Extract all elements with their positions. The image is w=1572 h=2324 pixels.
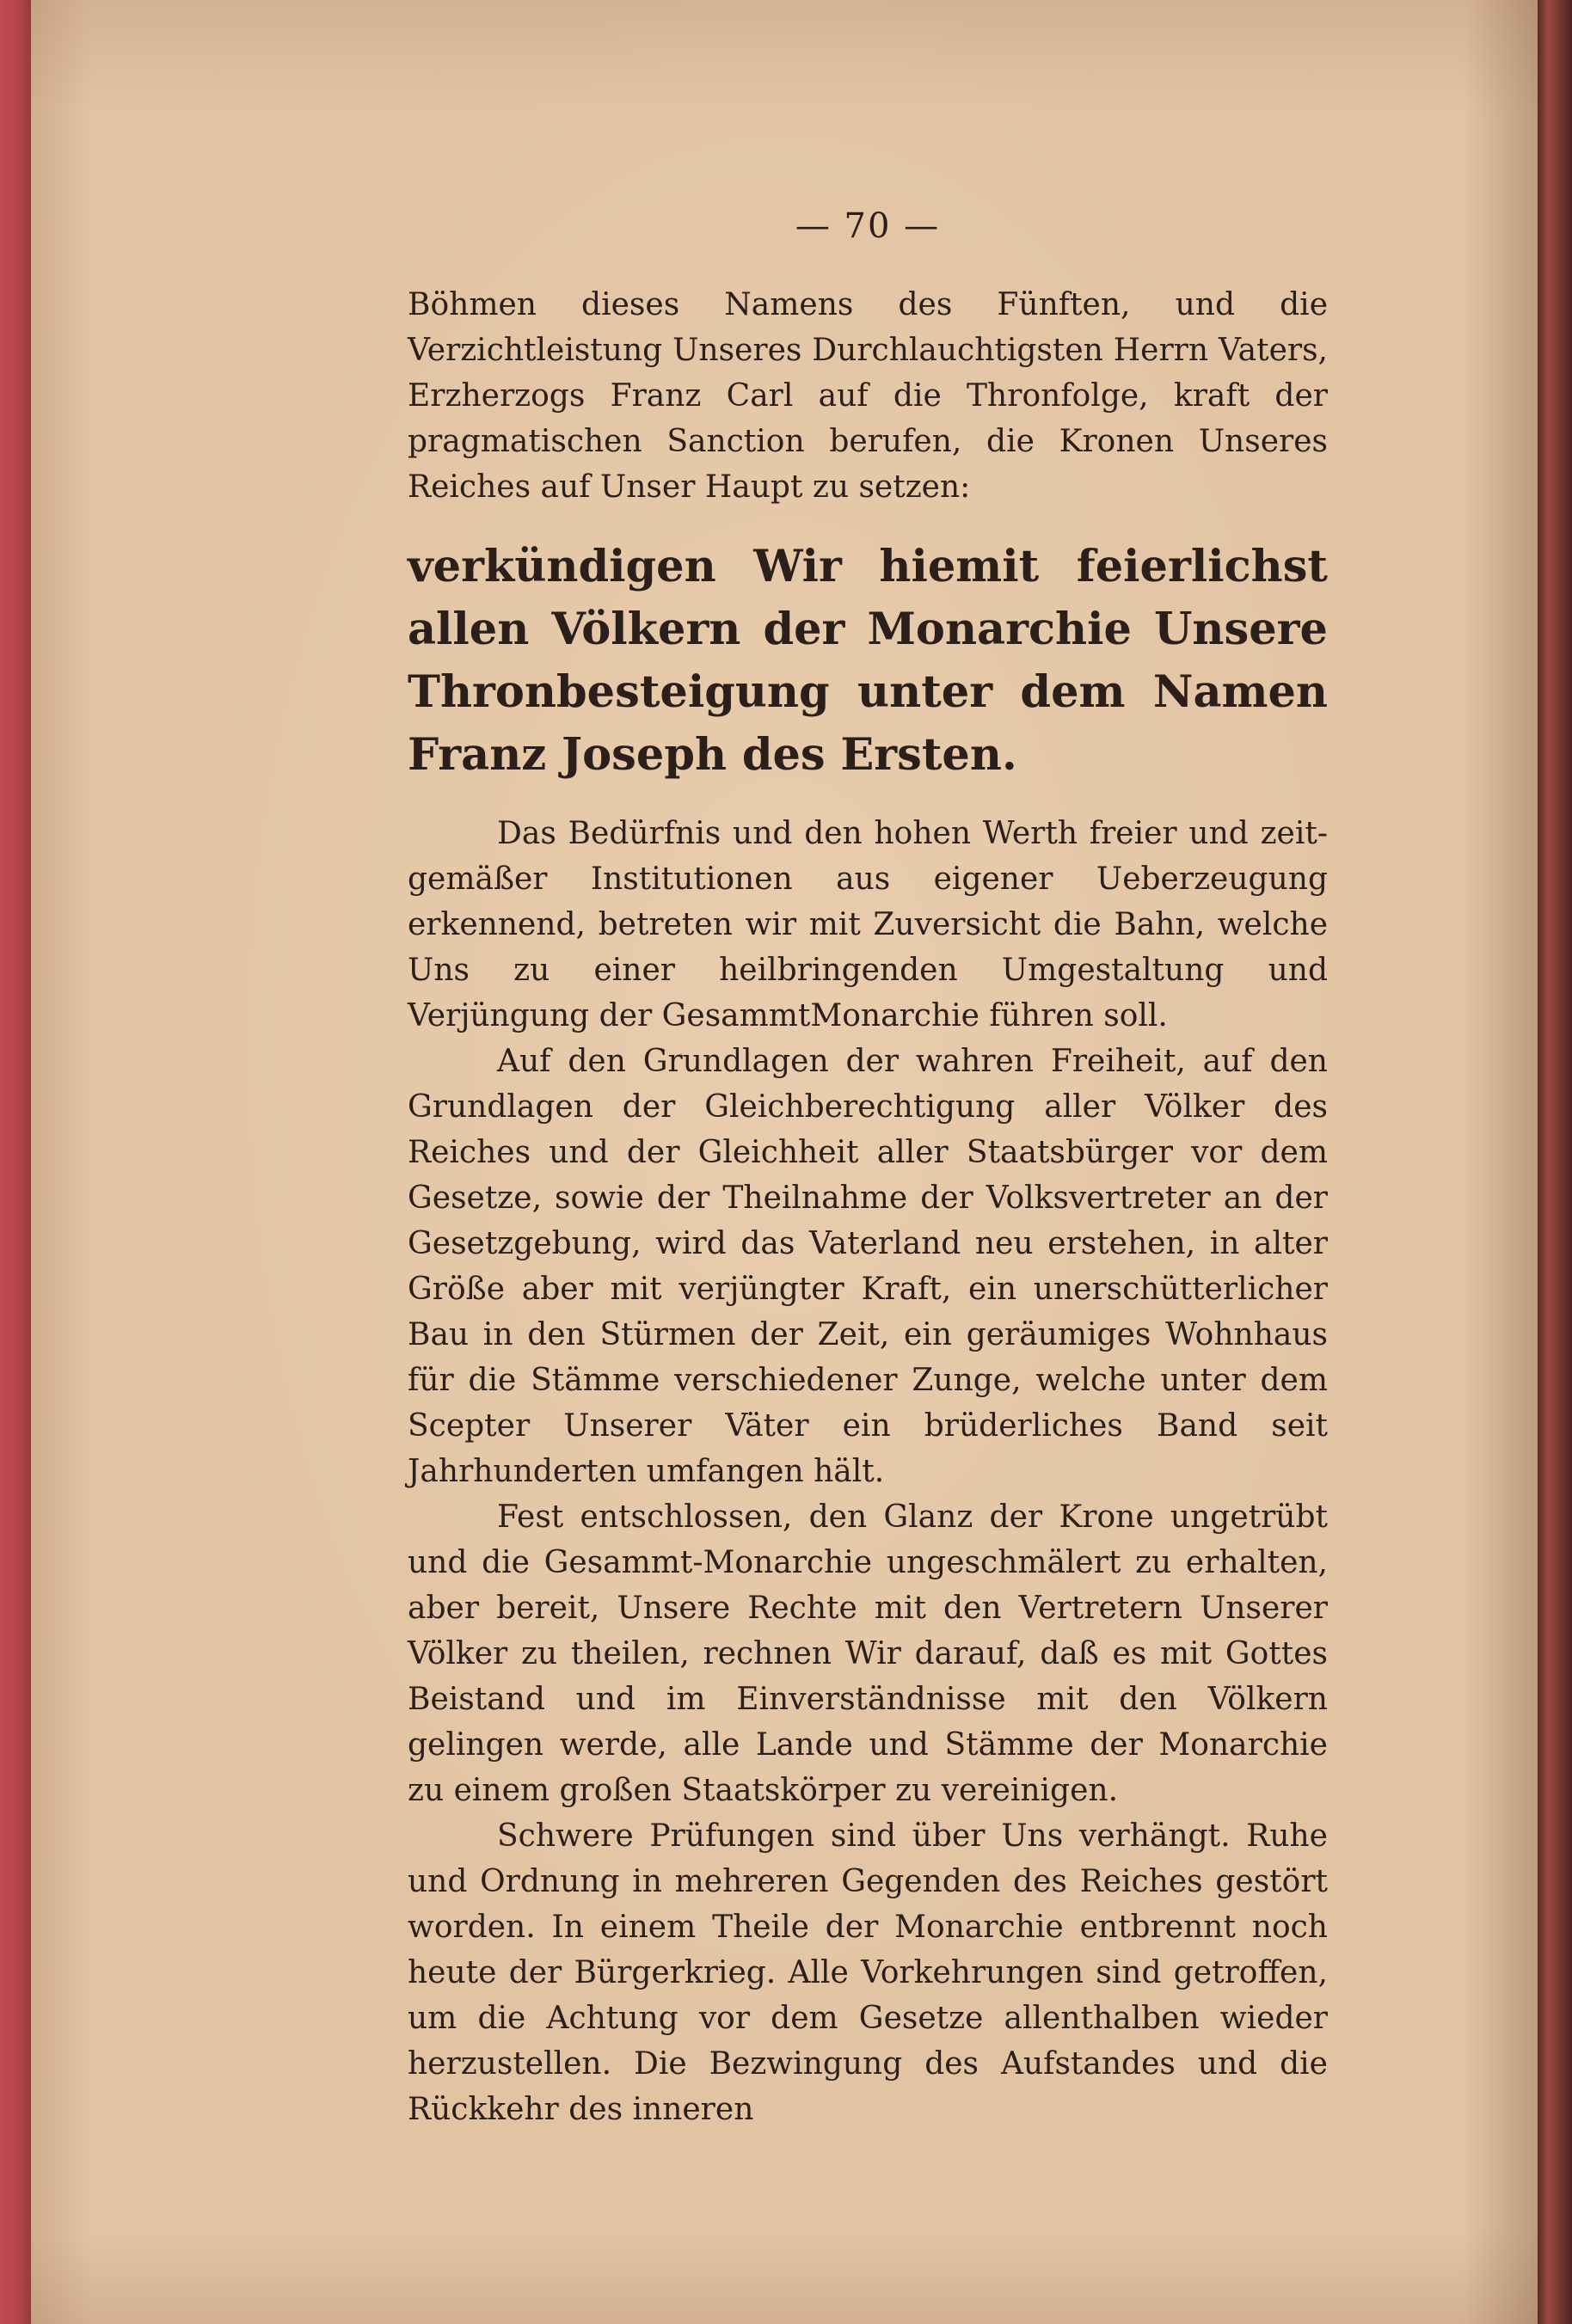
page-number: — 70 — [795,206,941,246]
body-paragraph-3: Fest entschlossen, den Glanz der Krone ungetrübt und die Gesammt-Monarchie ungeschmälert zu erhalten, aber bereit, Unsere Rechte mit den Vertretern Unserer Völker zu theilen, rechnen Wir darauf, daß es mit Gottes Beistand und im Einverständnisse mit den Völkern gelingen werde, alle Lande und Stämme der Monarchie zu einem großen Staatskörper zu vereinigen. [408,1499,1328,1808]
book-binding-right [1538,0,1572,2324]
body-paragraph-4: Schwere Prüfungen sind über Uns verhängt. Ruhe und Ordnung in mehreren Gegenden des Reiches gestört worden. In einem Theile der Monarchie entbrennt noch heute der Bürgerkrieg. Alle Vorkehrungen sind getroffen, um die Achtung vor dem Gesetze allenthalben wieder herzustellen. Die Bezwingung des Aufstandes und die Rückkehr des inneren [408,1818,1328,2127]
page-text-block [408,206,1328,2132]
proclamation-paragraph: verkündigen Wir hiemit feierlichst allen Völkern der Monarchie Unsere Thronbesteigung unter dem Namen Franz Joseph des Ersten. [408,541,1328,781]
body-paragraph-2: Auf den Grundlagen der wahren Freiheit, auf den Grundlagen der Gleichberechtigung aller Völker des Reiches und der Gleichheit aller Staatsbürger vor dem Gesetze, sowie der Theilnahme der Volksvertreter an der Gesetzgebung, wird das Vaterland neu erstehen, in alter Größe aber mit verjüngter Kraft, ein unerschütterlicher Bau in den Stürmen der Zeit, ein geräumiges Wohnhaus für die Stämme verschiedener Zunge, welche unter dem Scepter Unserer Väter ein brüderliches Band seit Jahrhunderten umfangen hält. [408,1044,1328,1489]
body-paragraph-1: Das Bedürfnis und den hohen Werth freier und zeitgemäßer Institutionen aus eigener Ueberzeugung erkennend, betreten wir mit Zuversicht die Bahn, welche Uns zu einer heilbringenden Umgestaltung und Verjüngung der GesammtMonarchie führen soll. [408,816,1328,1033]
opening-paragraph: Böhmen dieses Namens des Fünften, und die Verzichtleistung Unseres Durchlauchtigsten Herrn Vaters, Erzherzogs Franz Carl auf die Thronfolge, kraft der pragmatischen Sanction berufen, die Kronen Unseres Reiches auf Unser Haupt zu setzen: [408,287,1328,505]
book-edge-left [0,0,34,2324]
